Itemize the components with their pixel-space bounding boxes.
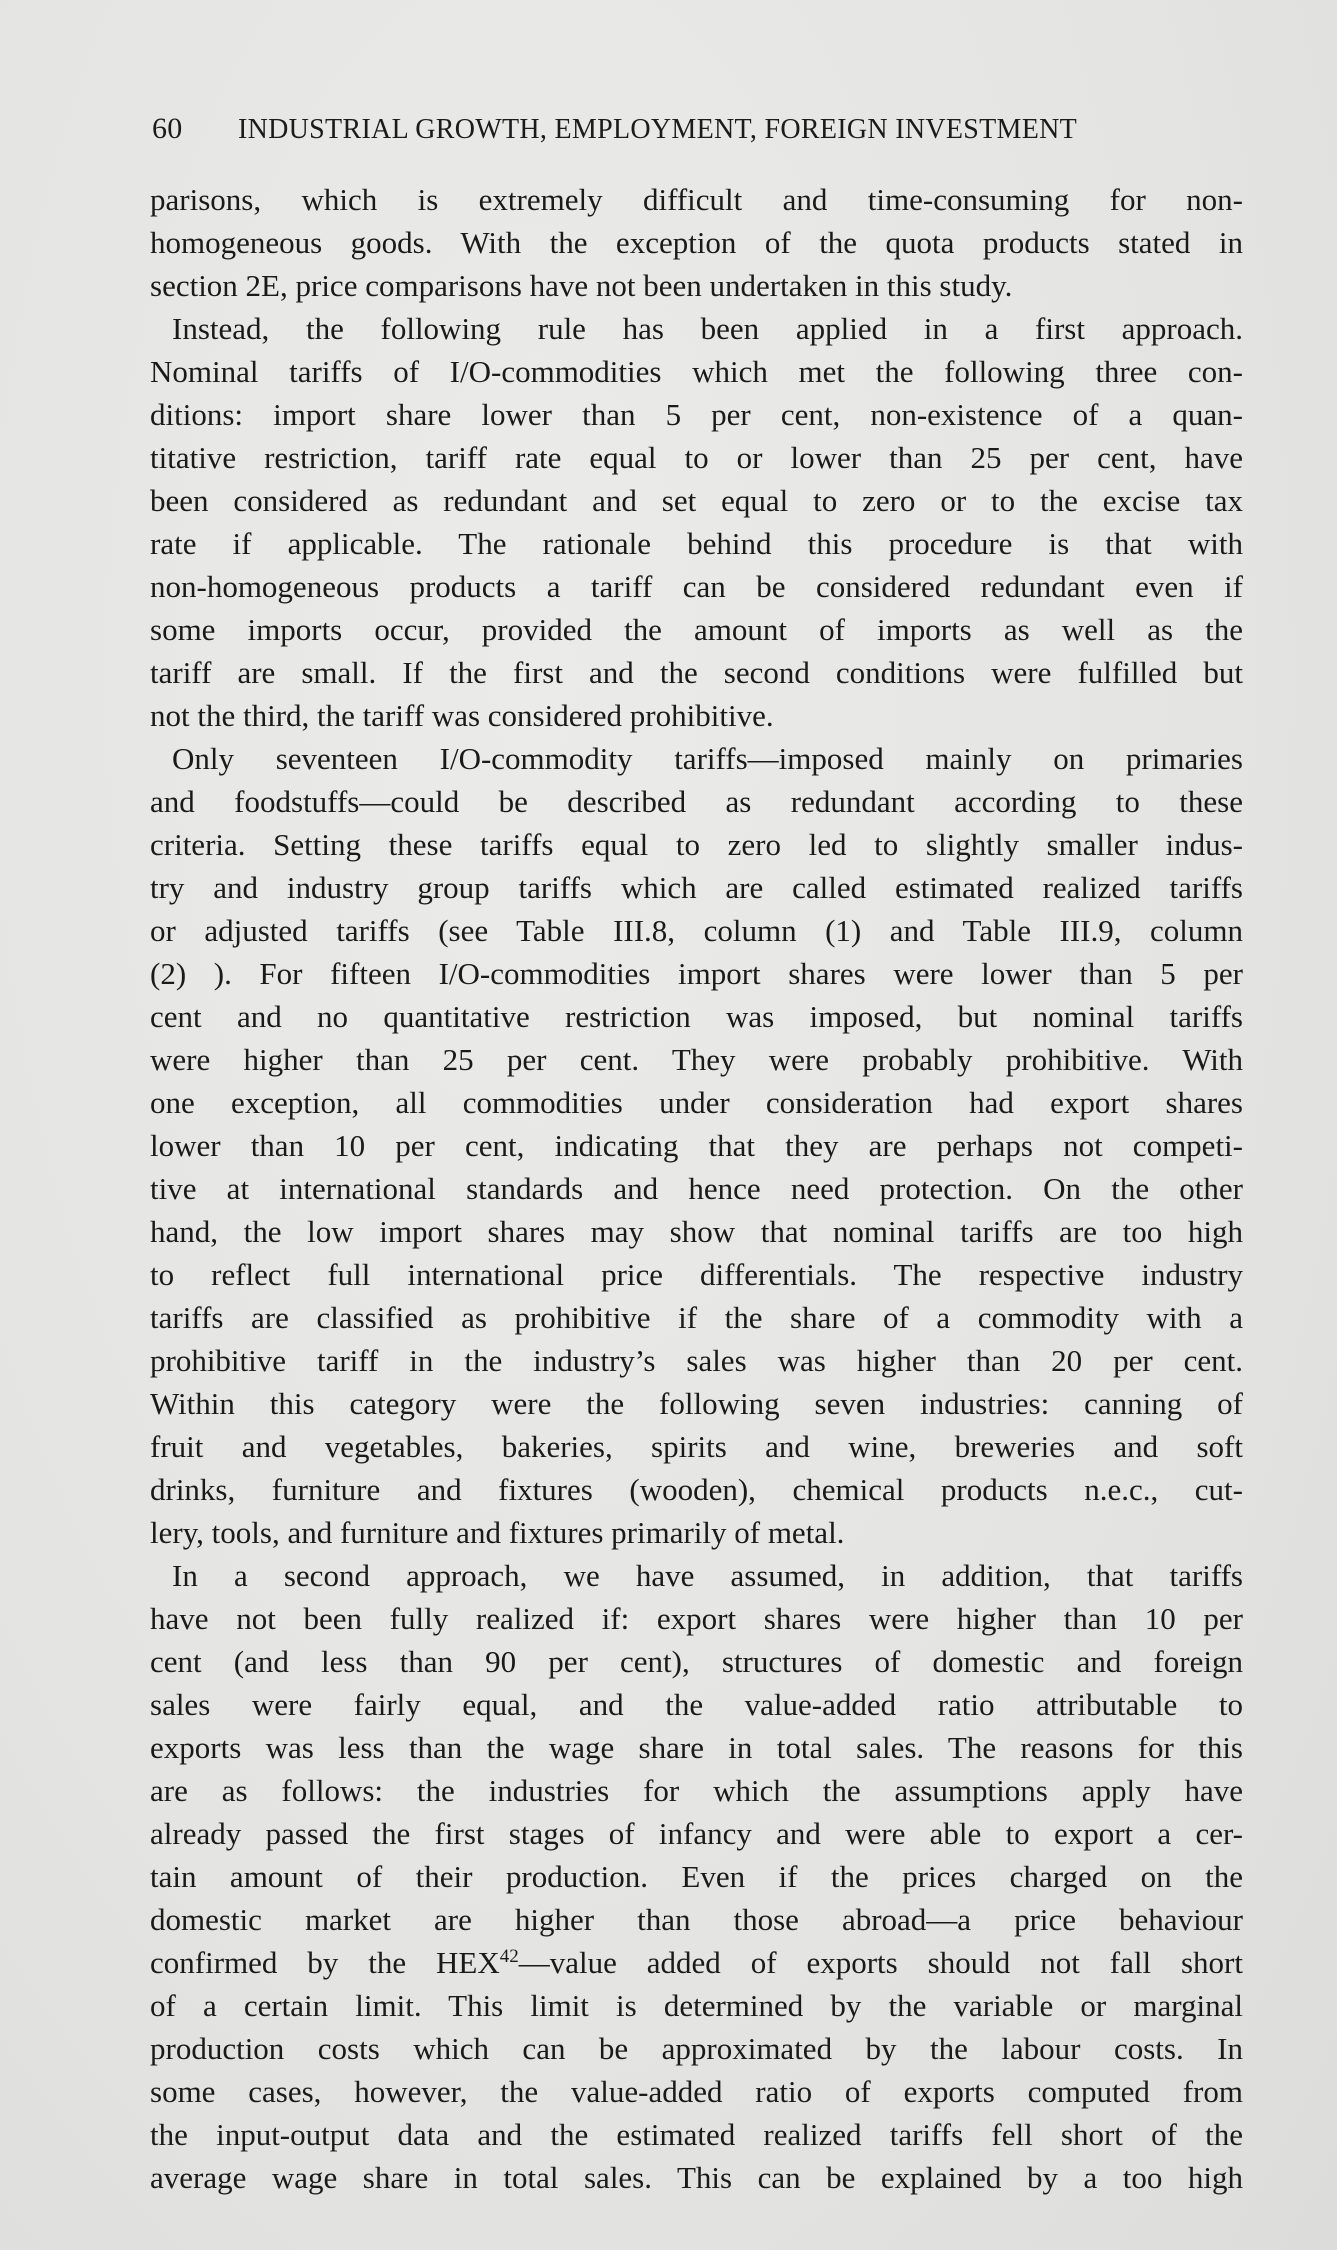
text-line: average wage share in total sales. This can be explained by a too high — [150, 2160, 1243, 2195]
text-line: lower than 10 per cent, indicating that they are perhaps not competi- — [150, 1128, 1243, 1163]
text-line: In a second approach, we have assumed, in addition, that tariffs — [172, 1558, 1243, 1593]
text-line: cent and no quantitative restriction was imposed, but nominal tariffs — [150, 999, 1243, 1034]
page-number: 60 — [152, 112, 183, 145]
text-line: prohibitive tariff in the industry’s sales was higher than 20 per cent. — [150, 1343, 1243, 1378]
paragraph — [150, 1554, 1243, 2199]
text-line: Instead, the following rule has been applied in a first approach. — [172, 311, 1243, 346]
text-line: to reflect full international price differentials. The respective industry — [150, 1257, 1243, 1292]
text-line: tariffs are classified as prohibitive if the share of a commodity with a — [150, 1300, 1243, 1335]
text-line: try and industry group tariffs which are called estimated realized tariffs — [150, 870, 1243, 905]
text-line: already passed the first stages of infancy and were able to export a cer- — [150, 1816, 1243, 1851]
text-line: the input-output data and the estimated realized tariffs fell short of the — [150, 2117, 1243, 2152]
text-line: lery, tools, and furniture and fixtures primarily of metal. — [150, 1515, 845, 1550]
text-line: confirmed by the HEX$^{42}$—value added of exports should not fall short — [150, 1945, 1243, 1980]
text-line: hand, the low import shares may show that nominal tariffs are too high — [150, 1214, 1243, 1249]
text-line: Nominal tariffs of I/O-commodities which met the following three con- — [150, 354, 1243, 389]
text-line: tariff are small. If the first and the second conditions were fulfilled but — [150, 655, 1243, 690]
text-line: sales were fairly equal, and the value-added ratio attributable to — [150, 1687, 1243, 1722]
text-line: non-homogeneous products a tariff can be considered redundant even if — [150, 569, 1243, 604]
text-line: of a certain limit. This limit is determined by the variable or marginal — [150, 1988, 1243, 2023]
text-line: some cases, however, the value-added ratio of exports computed from — [150, 2074, 1243, 2109]
text-line: cent (and less than 90 per cent), structures of domestic and foreign — [150, 1644, 1243, 1679]
text-line: homogeneous goods. With the exception of the quota products stated in — [150, 225, 1243, 260]
running-head — [152, 112, 1077, 146]
footnote-reference: 42 — [499, 1946, 519, 1967]
paragraph — [150, 737, 1243, 1554]
paragraph — [150, 178, 1243, 307]
text-line: domestic market are higher than those abroad—a price behaviour — [150, 1902, 1243, 1937]
text-line: were higher than 25 per cent. They were probably prohibitive. With — [150, 1042, 1243, 1077]
text-line: not the third, the tariff was considered prohibitive. — [150, 698, 774, 733]
text-line: rate if applicable. The rationale behind this procedure is that with — [150, 526, 1243, 561]
text-line: Only seventeen I/O-commodity tariffs—imposed mainly on primaries — [172, 741, 1243, 776]
text-line: criteria. Setting these tariffs equal to zero led to slightly smaller indus- — [150, 827, 1243, 862]
text-line: or adjusted tariffs (see Table III.8, column (1) and Table III.9, column — [150, 913, 1243, 948]
text-line: production costs which can be approximated by the labour costs. In — [150, 2031, 1243, 2066]
text-line: tive at international standards and hence need protection. On the other — [150, 1171, 1243, 1206]
text-line: exports was less than the wage share in total sales. The reasons for this — [150, 1730, 1243, 1765]
text-line: tain amount of their production. Even if the prices charged on the — [150, 1859, 1243, 1894]
running-head-title: INDUSTRIAL GROWTH, EMPLOYMENT, FOREIGN INVESTMENT — [238, 114, 1078, 145]
text-line: drinks, furniture and fixtures (wooden), chemical products n.e.c., cut- — [150, 1472, 1243, 1507]
text-line: parisons, which is extremely difficult and time-consuming for non- — [150, 182, 1243, 217]
text-line: some imports occur, provided the amount of imports as well as the — [150, 612, 1243, 647]
text-line: have not been fully realized if: export shares were higher than 10 per — [150, 1601, 1243, 1636]
text-line: fruit and vegetables, bakeries, spirits and wine, breweries and soft — [150, 1429, 1243, 1464]
text-line: (2) ). For fifteen I/O-commodities import shares were lower than 5 per — [150, 956, 1243, 991]
text-line: are as follows: the industries for which the assumptions apply have — [150, 1773, 1243, 1808]
text-line: section 2E, price comparisons have not been undertaken in this study. — [150, 268, 1013, 303]
text-line: and foodstuffs—could be described as redundant according to these — [150, 784, 1243, 819]
text-line: titative restriction, tariff rate equal to or lower than 25 per cent, have — [150, 440, 1243, 475]
text-line: one exception, all commodities under consideration had export shares — [150, 1085, 1243, 1120]
body-text — [150, 178, 1243, 2199]
paragraph — [150, 307, 1243, 737]
text-line: been considered as redundant and set equal to zero or to the excise tax — [150, 483, 1243, 518]
text-line: Within this category were the following seven industries: canning of — [150, 1386, 1243, 1421]
text-line: ditions: import share lower than 5 per cent, non-existence of a quan- — [150, 397, 1243, 432]
